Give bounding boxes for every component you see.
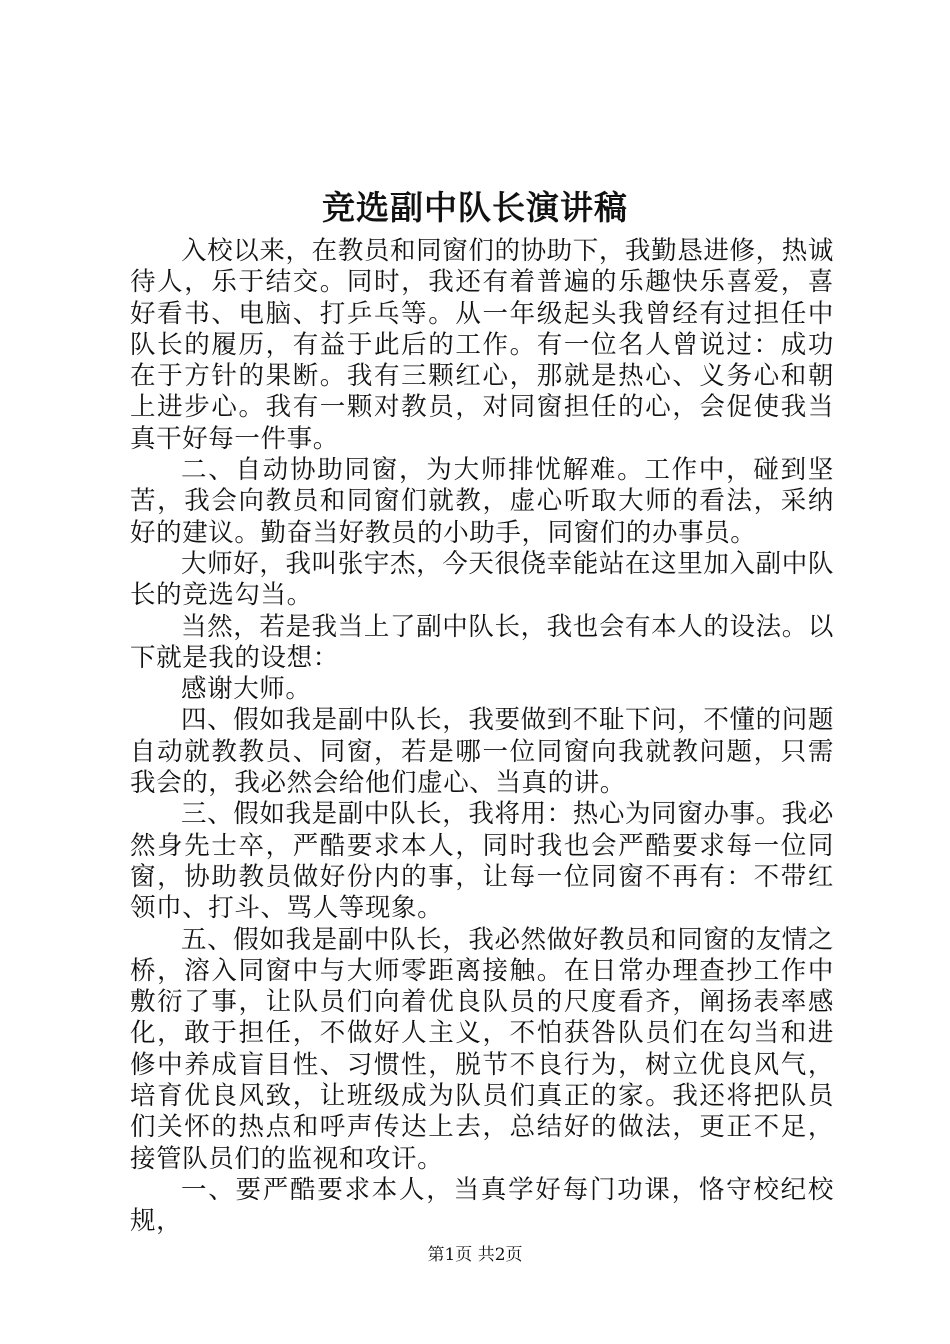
paragraph-two: 二、自动协助同窗，为大师排忧解难。工作中，碰到坚苦，我会向教员和同窗们就教，虚心听取大师的看法，采纳好的建议。勤奋当好教员的小助手，同窗们的办事员。 [130, 455, 834, 548]
paragraph-one: 一、要严酷要求本人，当真学好每门功课，恪守校纪校规， [130, 1174, 834, 1237]
paragraph-four: 四、假如我是副中队长，我要做到不耻下问，不懂的问题自动就教教员、同窗，若是哪一位同窗向我就教问题，只需我会的，我必然会给他们虚心、当真的讲。 [130, 705, 834, 799]
paragraph-greeting: 大师好，我叫张宇杰，今天很侥幸能站在这里加入副中队长的竞选勾当。 [130, 548, 834, 611]
paragraph-five: 五、假如我是副中队长，我必然做好教员和同窗的友情之桥，溶入同窗中与大师零距离接触。在日常办理查抄工作中敷衍了事，让队员们向着优良队员的尺度看齐，阐扬表率感化，敢于担任，不做好人主义，不怕获咎队员们在勾当和进修中养成盲目性、习惯性，脱节不良行为，树立优良风气，培育优良风致，让班级成为队员们真正的家。我还将把队员们关怀的热点和呼声传达上去，总结好的做法，更正不足，接管队员们的监视和攻讦。 [130, 924, 834, 1174]
page-footer: 第1页 共2页 [427, 1245, 523, 1265]
paragraph-intro: 入校以来，在教员和同窗们的协助下，我勤恳进修，热诚待人，乐于结交。同时，我还有着普遍的乐趣快乐喜爱，喜好看书、电脑、打乒乓等。从一年级起头我曾经有过担任中队长的履历，有益于此后的工作。有一位名人曾说过：成功在于方针的果断。我有三颗红心，那就是热心、义务心和朝上进步心。我有一颗对教员，对同窗担任的心，会促使我当真干好每一件事。 [130, 236, 834, 454]
paragraph-thanks: 感谢大师。 [181, 674, 312, 705]
document-title: 竞选副中队长演讲稿 [322, 188, 628, 227]
paragraph-three: 三、假如我是副中队长，我将用：热心为同窗办事。我必然身先士卒，严酷要求本人，同时我也会严酷要求每一位同窗，协助教员做好份内的事，让每一位同窗不再有：不带红领巾、打斗、骂人等现象。 [130, 799, 834, 924]
paragraph-ideas: 当然，若是我当上了副中队长，我也会有本人的设法。以下就是我的设想： [130, 611, 834, 673]
document-body [130, 236, 834, 1238]
